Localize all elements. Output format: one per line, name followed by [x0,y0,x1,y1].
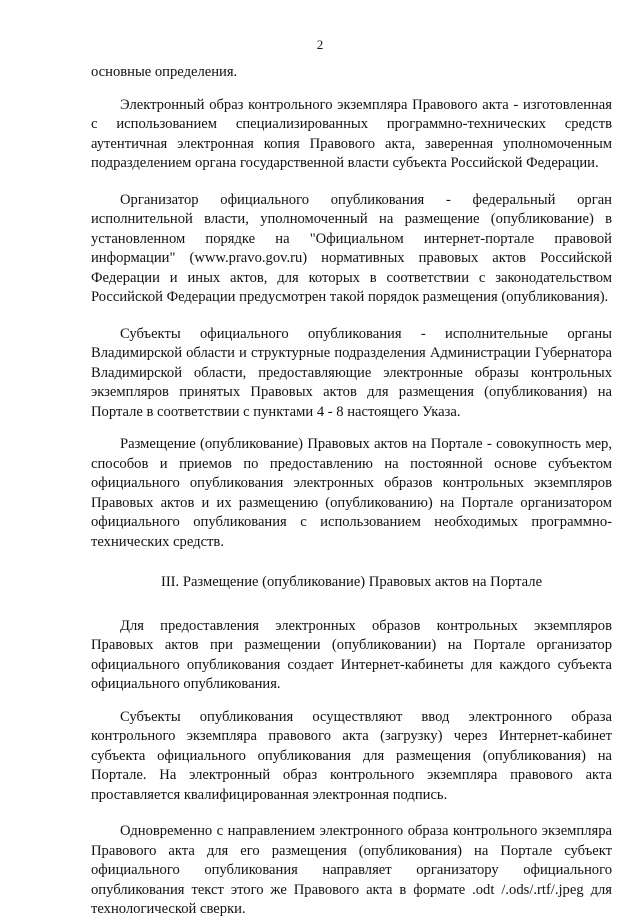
paragraph-publication-organizer-definition: Организатор официального опубликования - федеральный орган исполнительной власти, уполномоченный на размещение (опубликование) в установленном порядке на "Официальном интернет-портале правовой информации" (www.pravo.gov.ru) нормативных правовых актов Российской Федерации и иных актов, для которых в соответствии с законодательством Российской Федерации предусмотрен такой порядок размещения (опубликования). [91,191,612,305]
document-body [91,63,612,920]
paragraph-placement-definition: Размещение (опубликование) Правовых актов на Портале - совокупность мер, способов и приемов по предоставлению на постоянной основе субъектом официального опубликования электронных образов контрольных экземпляров Правовых актов и их размещению (опубликованию) на Портале организатором официального опубликования с использованием необходимых программно-технических средств. [91,436,612,550]
paragraph-definitions-continuation: основные определения. [91,64,238,80]
paragraph-upload-procedure: Субъекты опубликования осуществляют ввод электронного образа контрольного экземпляра правового акта (загрузку) через Интернет-кабинет субъекта официального опубликования для размещения (опубликования) на Портале. На электронный образ контрольного экземпляра правового акта проставляется квалифицированная электронная подпись. [91,708,612,803]
paragraph-publication-subjects-definition: Субъекты официального опубликования - исполнительные органы Владимирской области и структурные подразделения Администрации Губернатора Владимирской области, предоставляющие электронные образы контрольных экземпляров принятых Правовых актов для размещения (опубликования) на Портале в соответствии с пунктами 4 - 8 настоящего Указа. [91,325,612,420]
paragraph-technical-reconciliation: Одновременно с направлением электронного образа контрольного экземпляра Правового акта для его размещения (опубликования) на Портале субъект официального опубликования направляет организатору официального опубликования текст этого же Правового акта в формате .odt /.ods/.rtf/.jpeg для технологической сверки. [91,823,612,917]
section-heading: III. Размещение (опубликование) Правовых актов на Портале [160,574,543,590]
paragraph-internet-cabinets: Для предоставления электронных образов контрольных экземпляров Правовых актов при размещении (опубликовании) на Портале организатор официального опубликования создает Интернет-кабинеты для каждого субъекта официального опубликования. [91,617,612,692]
page-number: 2 [316,37,324,52]
paragraph-electronic-image-definition: Электронный образ контрольного экземпляра Правового акта - изготовленная с использованием специализированных программно-технических средств аутентичная электронная копия Правового акта, заверенная уполномоченным подразделением органа государственной власти субъекта Российской Федерации. [91,96,612,171]
